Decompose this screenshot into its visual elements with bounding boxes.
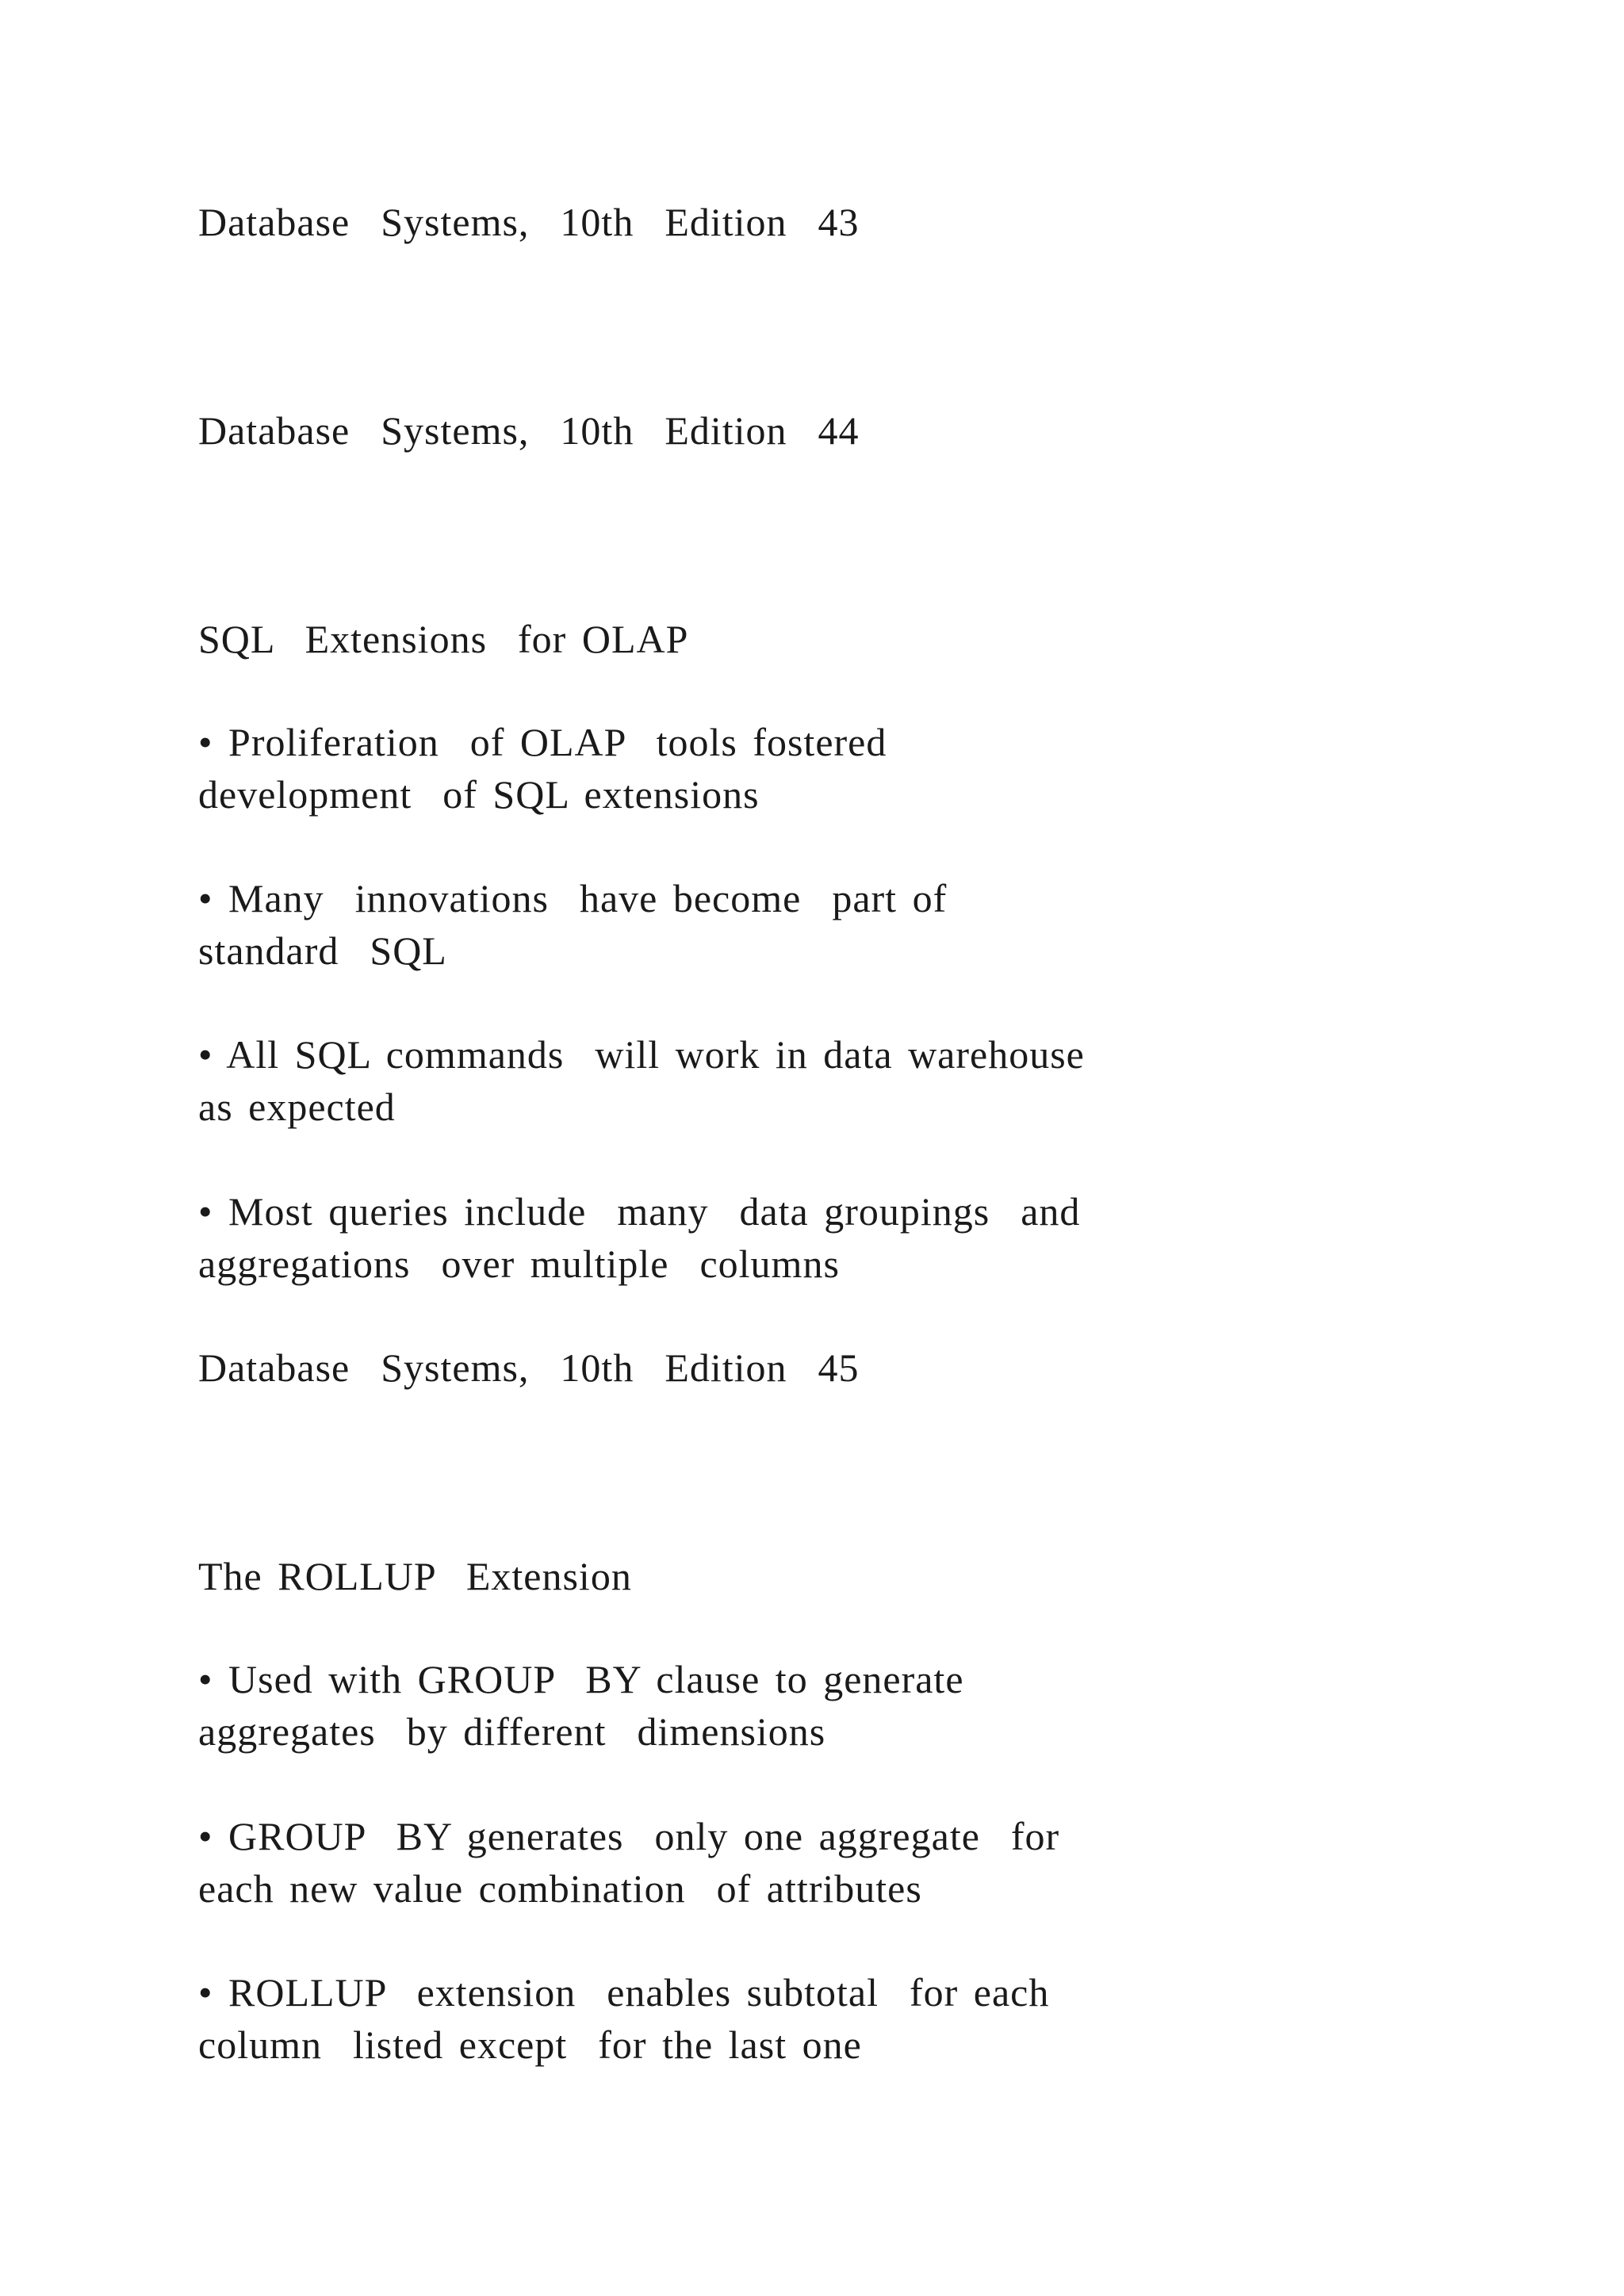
- bullet-line: • ROLLUP extension enables subtotal for each: [198, 1970, 1050, 2015]
- bullet-line: as expected: [198, 1085, 396, 1129]
- page-footer-45: Database Systems, 10th Edition 45: [198, 1345, 860, 1390]
- page-footer-44: Database Systems, 10th Edition 44: [198, 408, 860, 453]
- bullet-line: • Used with GROUP BY clause to generate: [198, 1657, 964, 1701]
- bullet-line: aggregations over multiple columns: [198, 1242, 840, 1286]
- section-title-sql-extensions: SQL Extensions for OLAP: [198, 617, 689, 661]
- bullet-line: each new value combination of attributes: [198, 1866, 922, 1911]
- bullet-line: development of SQL extensions: [198, 772, 760, 817]
- section-title-rollup: The ROLLUP Extension: [198, 1554, 632, 1598]
- bullet-line: aggregates by different dimensions: [198, 1709, 826, 1754]
- bullet-line: • Many innovations have become part of: [198, 876, 948, 920]
- page-footer-43: Database Systems, 10th Edition 43: [198, 200, 860, 244]
- bullet-line: • Most queries include many data groupings and: [198, 1189, 1081, 1234]
- bullet-line: standard SQL: [198, 928, 447, 973]
- bullet-line: • Proliferation of OLAP tools fostered: [198, 720, 887, 764]
- bullet-line: column listed except for the last one: [198, 2022, 862, 2067]
- bullet-line: • GROUP BY generates only one aggregate for: [198, 1814, 1060, 1858]
- bullet-line: • All SQL commands will work in data warehouse: [198, 1032, 1085, 1077]
